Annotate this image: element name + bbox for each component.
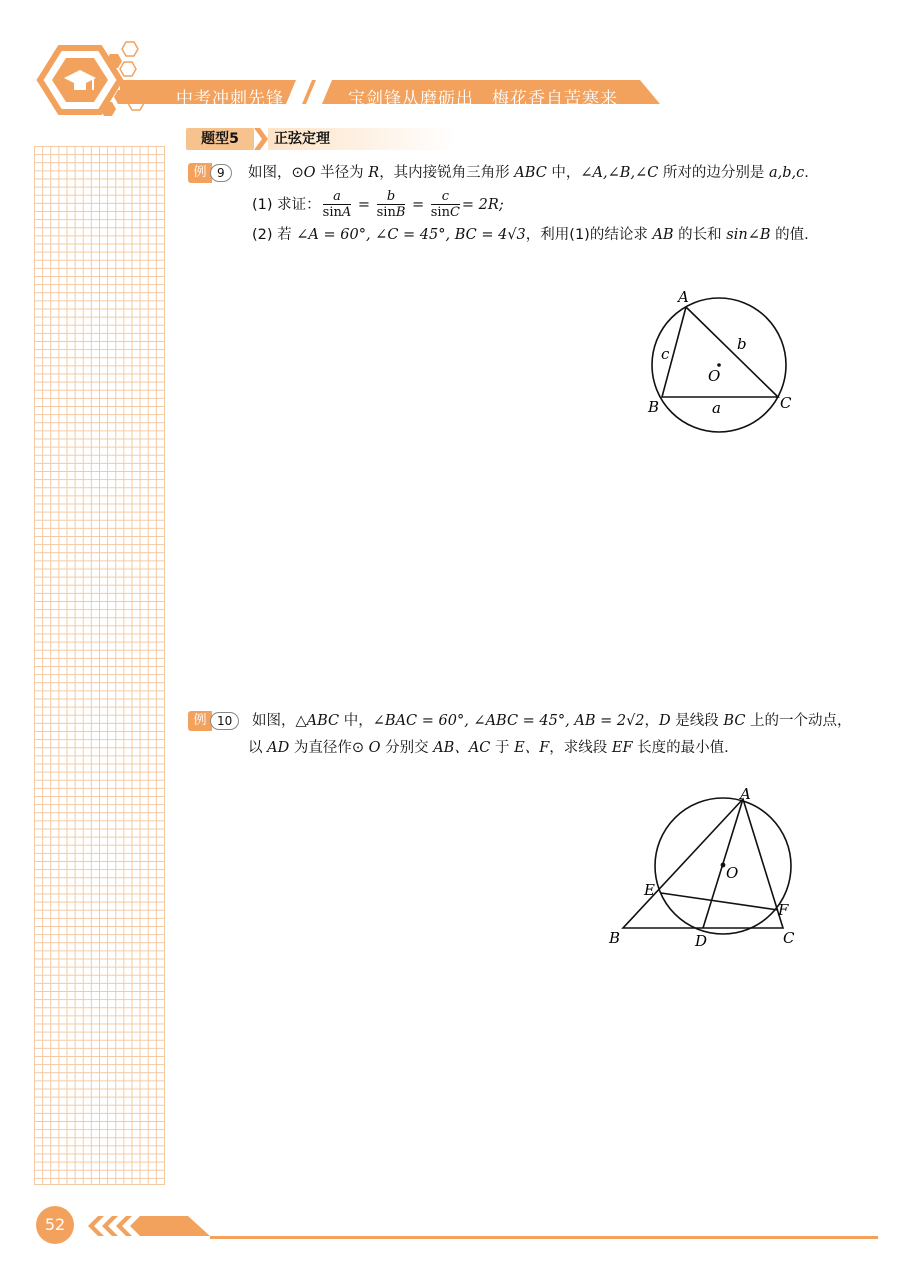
example-9-part-1: (1) 求证： $\frac{a}{\sin A}$ = $\frac{b}{\sin B}$ = $\frac{c}{\sin C}$ = 2R; <box>252 189 504 220</box>
footer-rule <box>210 1236 878 1239</box>
segment-EF <box>661 893 778 910</box>
figure-circle-triangle-2 <box>605 782 805 954</box>
header-band <box>0 0 905 130</box>
header-left-text: 中考冲刺先锋 <box>176 89 284 109</box>
label-B: B <box>609 929 621 947</box>
page-number: 52 <box>36 1206 74 1244</box>
example-10-line-1: 如图，△ABC 中，∠BAC = 60°, ∠ABC = 45°, AB = 2√2，D 是线段 BC 上的一个动点， <box>252 713 852 729</box>
label-C: C <box>783 929 795 947</box>
label-O: O <box>708 367 721 385</box>
example-label: 例 <box>188 711 212 731</box>
example-number: 10 <box>210 712 239 730</box>
example-9-intro: 如图，⊙O 半径为 R，其内接锐角三角形 ABC 中，∠A,∠B,∠C 所对的边分别是 a,b,c. <box>248 165 809 181</box>
label-a: a <box>712 399 721 417</box>
example-label: 例 <box>188 163 212 183</box>
example-9-part-2: (2) 若 ∠A = 60°, ∠C = 45°, BC = 4√3，利用(1)的结论求 AB 的长和 sin∠B 的值. <box>252 227 809 243</box>
scratch-grid <box>34 146 165 1185</box>
section-tag: 题型5 <box>186 128 254 150</box>
figure-circle-triangle-1 <box>640 285 800 435</box>
label-F: F <box>778 901 789 919</box>
example-10-line-2: 以 AD 为直径作⊙ O 分别交 AB、AC 于 E、F，求线段 EF 长度的最小值. <box>248 740 729 756</box>
label-b: b <box>737 335 747 353</box>
section-title: 正弦定理 <box>274 131 330 147</box>
label-E: E <box>644 881 655 899</box>
label-C: C <box>780 394 792 412</box>
header-right-text: 宝剑锋从磨砺出 梅花香自苦寒来 <box>348 89 618 109</box>
center-point <box>721 863 726 868</box>
label-A: A <box>740 785 751 803</box>
label-O: O <box>726 864 739 882</box>
label-B: B <box>648 398 660 416</box>
triangle-abc <box>623 799 783 928</box>
label-A: A <box>678 288 689 306</box>
section-banner <box>186 128 456 150</box>
chevron-right-icon <box>254 128 268 150</box>
label-c: c <box>661 345 670 363</box>
example-number: 9 <box>210 164 232 182</box>
label-D: D <box>695 932 708 950</box>
footer-chevrons-icon <box>74 1214 210 1238</box>
